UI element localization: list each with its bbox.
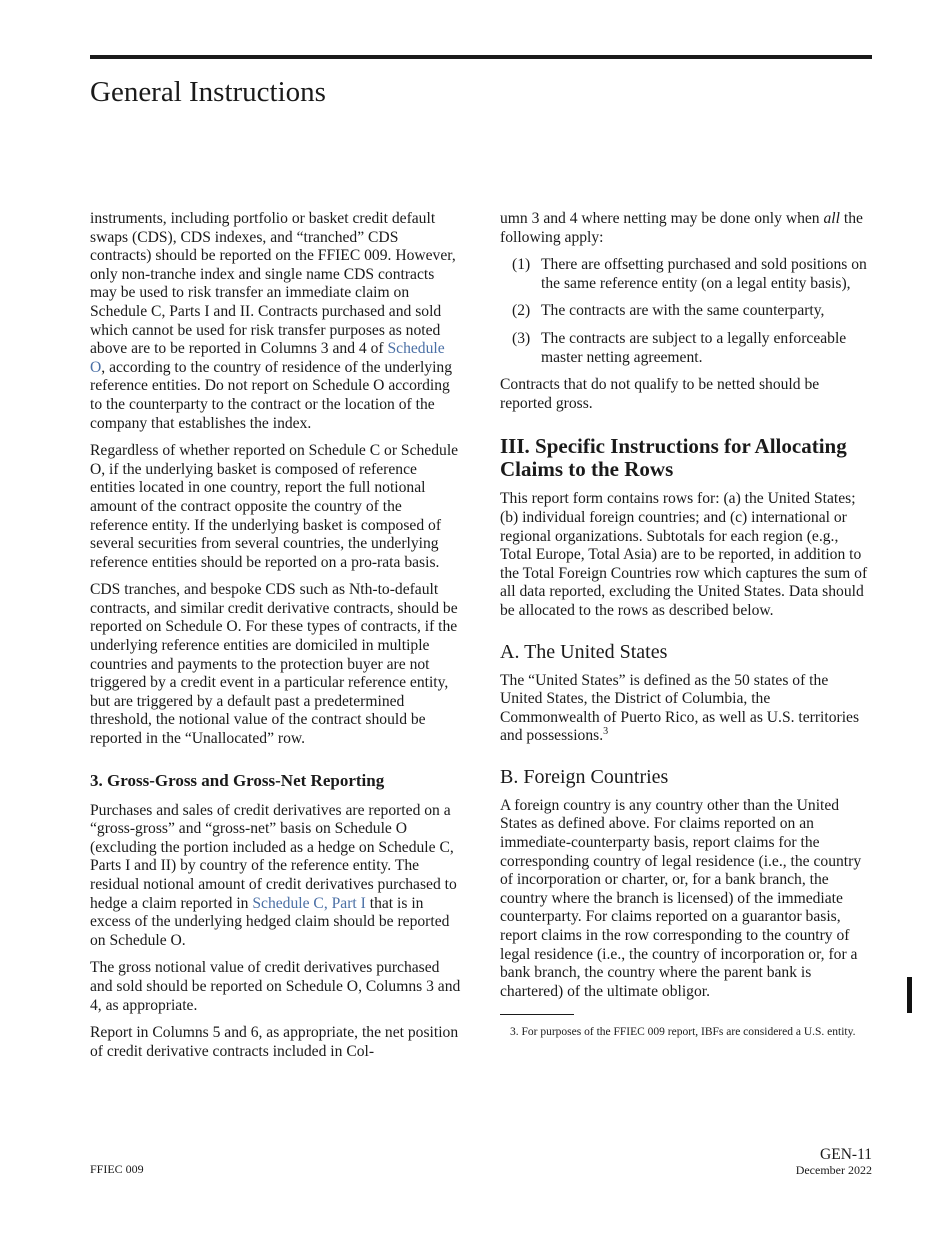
heading-gross-reporting: 3. Gross-Gross and Gross-Net Reporting [90,770,385,790]
left-column [90,210,462,1070]
list-item [500,302,872,321]
footer-page-info [796,1146,872,1177]
text: instruments, including portfolio or basket credit default swaps (CDS), CDS indexes, and “tranched” CDS contracts) should be reported on the FFIEC 009. However, only non-tranche index and single name CDS contracts may be used to risk transfer an immediate claim on Schedule C, Parts I and II. Contracts purchased and sold which cannot be used for risk transfer purposes as noted above are to be reported in Columns 3 and 4 of [90,210,456,358]
list-number: (2) [512,302,531,320]
paragraph-purchases-sales [90,802,462,951]
text: , according to the country of residence of the underlying reference entities. Do not report on Schedule O according to the counterparty to the contract or the location of the company that establishes the index. [90,358,453,432]
paragraph-cds-instruments [90,210,462,433]
emphasis: all [823,210,840,227]
text: umn 3 and 4 where netting may be done only when [500,210,824,227]
section-heading-specific-instructions: III. Specific Instructions for Allocating Claims to the Rows [500,434,847,482]
footnote-text: 3. For purposes of the FFIEC 009 report, IBFs are considered a U.S. entity. [510,1026,856,1039]
paragraph-us-definition [500,672,872,746]
paragraph-report-form-rows: This report form contains rows for: (a) the United States; (b) individual foreign countries; and (c) international or regional organizations. Subtotals for each region (e.g., Total Europe, Total Asia) are to be reported, in addition to the Total Foreign Countries row which captures the sum of all data reported, excluding the United States. Data should be allocated to the rows as described below. [500,490,868,619]
paragraph-foreign-country: A foreign country is any country other than the United States as defined above. For claims reported on an immediate-counterparty basis, report claims for the corresponding country of legal residence (i.e., the country of incorporation or charter, or, for a bank branch, the country where the branch is licensed) of the immediate counterparty. For claims reported on a guarantor basis, report claims in the row corresponding to the country of legal residence (i.e., the country of incorporation or, for a bank branch, the country where the parent bank is chartered) of the ultimate obligor. [500,796,862,1000]
schedule-o-link[interactable]: Schedule O [90,340,445,376]
paragraph-gross-notional: The gross notional value of credit derivatives purchased and sold should be reported on Schedule O, Columns 3 and 4, as appropriate. [90,959,461,1014]
paragraph-netting-conditions [500,210,872,247]
schedule-c-part-i-link[interactable]: Schedule C, Part I [252,894,366,912]
text: that is in excess of the underlying hedged claim should be reported on Schedule O. [90,894,450,949]
paragraph-cds-tranches: CDS tranches, and bespoke CDS such as Nth-to-default contracts, and similar credit derivative contracts, should be reported on Schedule O. For these types of contracts, if the underlying reference entities are domiciled in multiple countries and payments to the protection buyer are not triggered by a credit event in a particular reference entity, but are triggered by a default past a predetermined threshold, the notional value of the contract should be reported in the “Unallocated” row. [90,581,458,748]
list-number: (3) [512,329,531,347]
page-date: December 2022 [795,1163,872,1177]
footnote-divider [500,1014,574,1015]
change-bar [907,977,912,1013]
top-rule [90,55,872,59]
conditions-list [500,256,872,367]
heading-foreign-countries: B. Foreign Countries [500,765,669,788]
text: the following apply: [500,210,863,246]
footer-form-name: FFIEC 009 [90,1162,144,1176]
heading-united-states: A. The United States [500,640,668,663]
text: Purchases and sales of credit derivatives are reported on a “gross-gross” and “gross-net” basis on Schedule O (excluding the portion included as a hedge on Schedule C, Parts I and II) by country of the reference entity. The residual notional amount of credit derivatives purchased to hedge a claim reported in [90,801,457,912]
page-title: General Instructions [90,76,326,108]
paragraph-net-position: Report in Columns 5 and 6, as appropriate, the net position of credit derivative contracts included in Col- [90,1024,459,1060]
paragraph-underlying-basket: Regardless of whether reported on Schedule C or Schedule O, if the underlying basket is composed of reference entities located in one country, report the full notional amount of the contract opposite the country of the reference entity. If the underlying basket is composed of several securities from several countries, the underlying reference entities should be reported on a pro-rata basis. [90,442,459,571]
page-number: GEN-11 [820,1146,872,1163]
right-column [500,210,872,1040]
text: The “United States” is defined as the 50 states of the United States, the District of Columbia, the Commonwealth of Puerto Rico, as well as U.S. territories and possessions. [500,671,860,745]
paragraph-not-qualify: Contracts that do not qualify to be netted should be reported gross. [500,376,820,412]
list-item [500,256,872,293]
footnote-ref[interactable]: 3 [603,726,609,738]
list-text: The contracts are subject to a legally enforceable master netting agreement. [541,329,847,366]
list-text: There are offsetting purchased and sold positions on the same reference entity (on a legal entity basis), [541,256,867,292]
list-number: (1) [512,256,531,274]
list-item [500,330,872,367]
list-text: The contracts are with the same counterparty, [541,302,825,320]
